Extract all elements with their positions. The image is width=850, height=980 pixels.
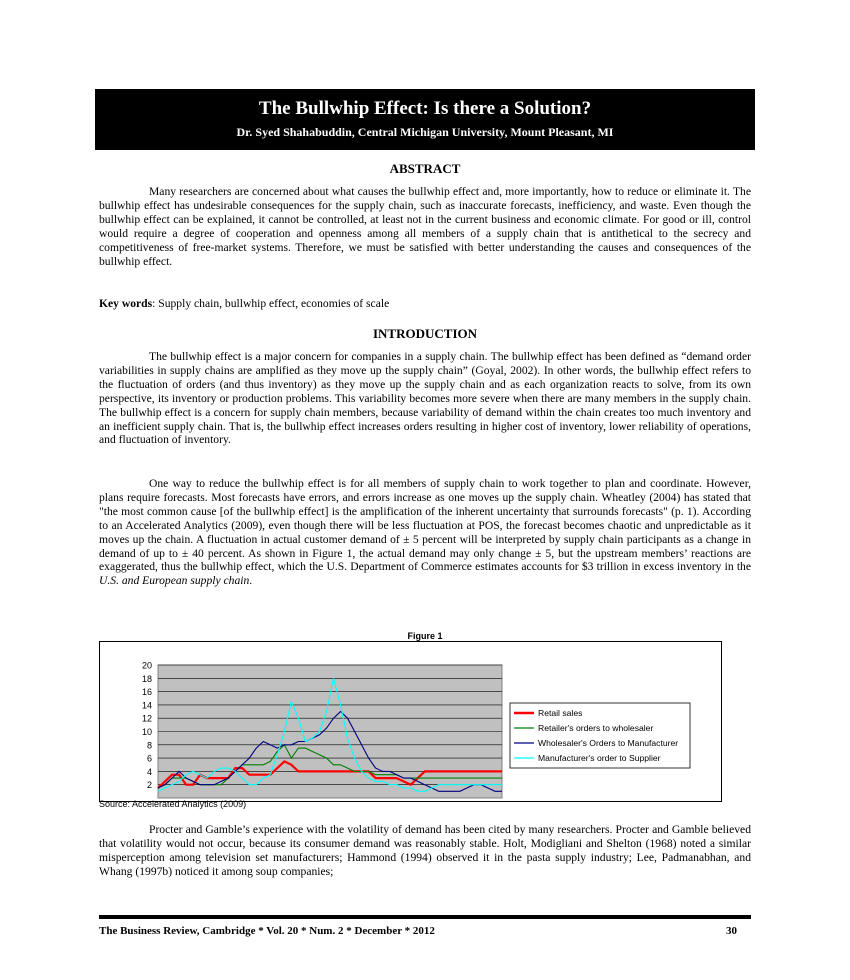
y-tick-label: 8: [146, 740, 152, 751]
legend-entry: Wholesaler's Orders to Manufacturer: [538, 738, 679, 748]
intro-paragraph-1: The bullwhip effect is a major concern for companies in a supply chain. The bullwhip effect has been defined as “demand order variabilities in supply chains are amplified as they move up the supply chain” (Goyal, 2002). In other words, the bullwhip effect refers to the fluctuation of orders (and thus inventory) as they move up the supply chain and as each organization reacts to solve, from its own perspective, its inventory or production problems. This variability becomes more severe when there are many members in the supply chain. The bullwhip effect is a concern for supply chain members, because variability of demand within the chain creates too much inventory and an inefficient supply chain. That is, the bullwhip effect increases orders resulting in higher cost of inventory, lower reliability of operations, and fluctuation of inventory.: [99, 350, 751, 447]
y-tick-label: 18: [141, 673, 152, 684]
bullwhip-line-chart: [100, 642, 721, 801]
journal-citation: The Business Review, Cambridge * Vol. 20 * Num. 2 * December * 2012: [99, 925, 435, 937]
title-banner: [95, 89, 755, 150]
intro-paragraph-2: One way to reduce the bullwhip effect is for all members of supply chain to work together to plan and coordinate. However, plans require forecasts. Most forecasts have errors, and errors increase as one moves up the supply chain. Wheatley (2004) has stated that "the most common cause [of the bullwhip effect] is the amplification of the inherent uncertainty that surrounds forecasts" (p. 1). According to an Accelerated Analytics (2009), even though there will be less fluctuation at POS, the forecast becomes chaotic and unpredictable as it moves up the chain. A fluctuation in actual customer demand of ± 5 percent will be interpreted by supply chain participants as a change in demand of up to ± 40 percent. As shown in Figure 1, the actual demand may only change ± 5, but the upstream members’ reactions are exaggerated, thus the bullwhip effect, which the U.S. Department of Commerce estimates accounts for $3 trillion in excess inventory in the U.S. and European supply chain.: [99, 477, 751, 588]
figure-source: Source: Accelerated Analytics (2009): [99, 799, 247, 809]
paper-author: Dr. Syed Shahabuddin, Central Michigan University, Mount Pleasant, MI: [236, 125, 614, 139]
y-tick-label: 2: [146, 780, 152, 791]
figure-caption: Figure 1: [407, 631, 443, 641]
keywords-text: : Supply chain, bullwhip effect, economies of scale: [152, 297, 390, 310]
keywords: [99, 297, 751, 311]
abstract-text: Many researchers are concerned about what causes the bullwhip effect and, more importantly, how to reduce or eliminate it. The bullwhip effect has undesirable consequences for the supply chain, such as inaccurate forecasts, inefficiency, and waste. Even though the bullwhip effect can be explained, it cannot be controlled, at least not in the current business and economic climate. For good or ill, control would require a degree of cooperation and openness among all members of a supply chain that is antithetical to the secrecy and competitiveness of free-market systems. Therefore, we must be satisfied with better understanding the causes and consequences of the bullwhip effect.: [99, 185, 751, 268]
y-tick-label: 20: [141, 660, 152, 671]
y-tick-label: 14: [141, 700, 152, 711]
legend-entry: Retail sales: [538, 708, 583, 718]
y-tick-label: 12: [141, 713, 152, 724]
y-tick-label: 6: [146, 753, 152, 764]
figure-1-chart: [99, 641, 722, 802]
abstract-heading: ABSTRACT: [389, 161, 461, 176]
intro-paragraph-3: Procter and Gamble’s experience with the volatility of demand has been cited by many researchers. Procter and Gamble believed that volatility would not occur, because its consumer demand was reasonably stable. Holt, Modigliani and Shelton (1968) noted a similar misperception among television set manufacturers; Hammond (1994) observed it in the pasta supply industry; Lee, Padmanabhan, and Whang (1997b) noticed it among soup companies;: [99, 823, 751, 878]
footer-rule: [99, 915, 751, 919]
y-tick-label: 4: [146, 766, 152, 777]
legend-entry: Retailer's orders to wholesaler: [538, 723, 654, 733]
keywords-label: Key words: [99, 297, 153, 310]
y-tick-label: 16: [141, 687, 152, 698]
page-number: 30: [726, 925, 737, 937]
page-footer: [99, 925, 751, 937]
paper-title: The Bullwhip Effect: Is there a Solution?: [258, 98, 592, 119]
y-tick-label: 10: [141, 727, 152, 737]
legend-entry: Manufacturer's order to Supplier: [538, 753, 661, 763]
introduction-heading: INTRODUCTION: [372, 326, 477, 341]
